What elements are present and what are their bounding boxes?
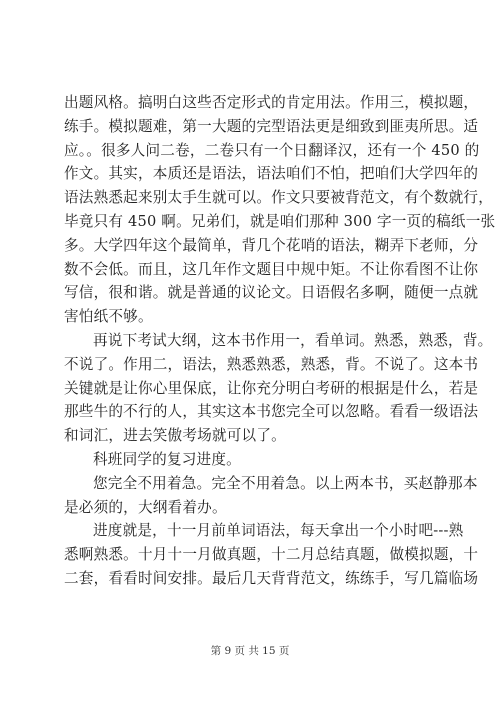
paragraph-start-line: 再说下考试大纲，这本书作用一，看单词。熟悉，熟悉，背。 bbox=[93, 331, 493, 349]
text-line: 害怕纸不够。 bbox=[64, 308, 153, 326]
text-line: 数不会低。而且，这几年作文题目中规中矩。不让你看图不让你 bbox=[64, 260, 479, 278]
text-line: 毕竟只有 450 啊。兄弟们，就是咱们那种 300 字一页的稿纸一张 bbox=[64, 212, 496, 230]
text-line: 写信，很和谐。就是普通的议论文。日语假名多啊，随便一点就 bbox=[64, 284, 479, 302]
text-line: 不说了。作用二，语法，熟悉熟悉，熟悉，背。不说了。这本书 bbox=[64, 355, 479, 373]
text-line: 语法熟悉起来别太手生就可以。作文只要被背范文，有个数就行， bbox=[64, 189, 494, 207]
text-line: 是必须的，大纲看着办。 bbox=[64, 498, 227, 516]
text-line: 那些牛的不行的人，其实这本书您完全可以忽略。看看一级语法 bbox=[64, 403, 479, 421]
text-line: 二套，看看时间安排。最后几天背背范文，练练手，写几篇临场 bbox=[64, 569, 479, 587]
text-line: 关键就是让你心里保底，让你充分明白考研的根据是什么，若是 bbox=[64, 379, 479, 397]
section-heading-line: 科班同学的复习进度。 bbox=[93, 450, 241, 468]
paragraph-start-line: 您完全不用着急。完全不用着急。以上两本书，买赵静那本 bbox=[93, 474, 478, 492]
text-line: 应。。很多人问二卷，二卷只有一个日翻译汉，还有一个 450 的 bbox=[64, 141, 480, 159]
document-body bbox=[64, 91, 496, 591]
text-line: 和词汇，进去笑傲考场就可以了。 bbox=[64, 427, 286, 445]
page-number-footer: 第 9 页 共 15 页 bbox=[210, 645, 290, 657]
text-line: 悉啊熟悉。十月十一月做真题，十二月总结真题，做模拟题，十 bbox=[64, 546, 479, 564]
paragraph-start-line: 进度就是，十一月前单词语法，每天拿出一个小时吧---熟 bbox=[93, 522, 464, 540]
text-line: 出题风格。搞明白这些否定形式的肯定用法。作用三，模拟题， bbox=[64, 94, 479, 111]
text-line: 练手。模拟题难，第一大题的完型语法更是细致到匪夷所思。适 bbox=[64, 117, 479, 135]
text-line: 多。大学四年这个最简单，背几个花哨的语法，糊弄下老师，分 bbox=[64, 236, 479, 254]
text-line: 作文。其实，本质还是语法，语法咱们不怕，把咱们大学四年的 bbox=[64, 165, 479, 183]
